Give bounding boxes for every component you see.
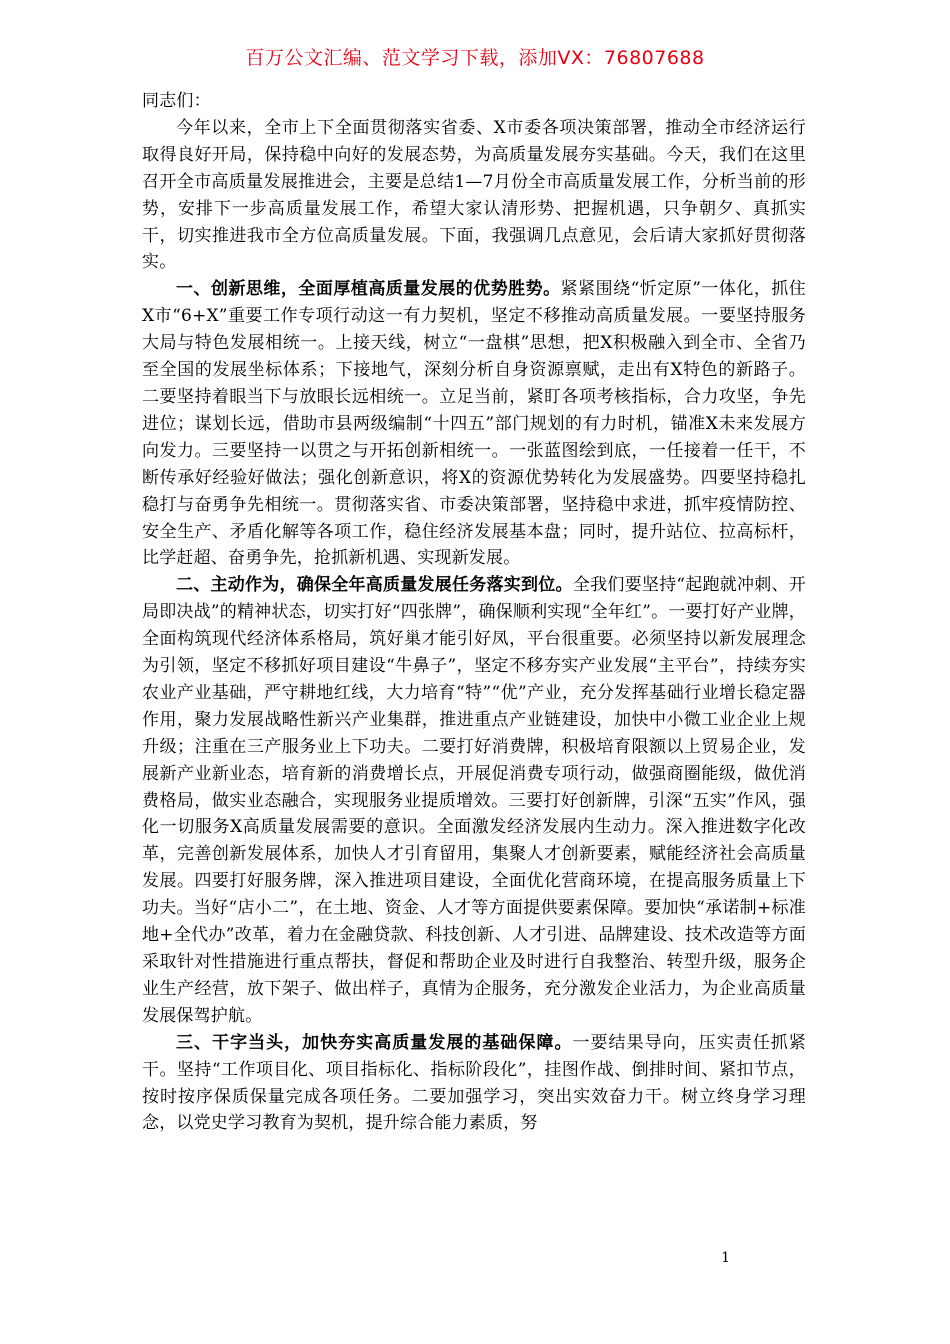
paragraph-text: 全我们要坚持“起跑就冲刺、开局即决战”的精神状态，切实打好“四张牌”，确保顺利实现“全年红”。一要打好产业牌，全面构筑现代经济体系格局，筑好巢才能引好凤，平台很重要。必须坚持以新发展理念为引领，坚定不移抓好项目建设“牛鼻子”，坚定不移夯实产业发展“主平台”，持续夯实农业产业基础，严守耕地红线，大力培育“特”“优”产业，充分发挥基础行业增长稳定器作用，聚力发展战略性新兴产业集群，推进重点产业链建设，加快中小微工业企业上规升级；注重在三产服务业上下功夫。二要打好消费牌，积极培育限额以上贸易企业，发展新产业新业态，培育新的消费增长点，开展促消费专项行动，做强商圈能级，做优消费格局，做实业态融合，实现服务业提质增效。三要打好创新牌，引深“五实”作风，强化一切服务X高质量发展需要的意识。全面激发经济发展内生动力。深入推进数字化改革，完善创新发展体系，加快人才引育留用，集聚人才创新要素，赋能经济社会高质量发展。四要打好服务牌，深入推进项目建设，全面优化营商环境，在提高服务质量上下功夫。当好“店小二”，在土地、资金、人才等方面提供要素保障。要加快“承诺制+标准地+全代办”改革，着力在金融贷款、科技创新、人才引进、品牌建设、技术改造等方面采取针对性措施进行重点帮扶，督促和帮助企业及时进行自我整治、转型升级，服务企业生产经营，放下架子、做出样子，真情为企服务，充分激发企业活力，为企业高质量发展保驾护航。 [142,575,806,1026]
paragraph-text: 今年以来，全市上下全面贯彻落实省委、X市委各项决策部署，推动全市经济运行取得良好开局，保持稳中向好的发展态势，为高质量发展夯实基础。今天，我们在这里召开全市高质量发展推进会，主要是总结1—7月份全市高质量发展工作，分析当前的形势，安排下一步高质量发展工作，希望大家认清形势、把握机遇，只争朝夕、真抓实干，切实推进我市全方位高质量发展。下面，我强调几点意见，会后请大家抓好贯彻落实。 [142,117,806,273]
paragraph-intro [142,115,806,276]
watermark-banner: 百万公文汇编、范文学习下载，添加VX：76807688 [245,47,705,69]
salutation: 同志们： [142,91,211,111]
paragraph-text: 紧紧围绕“忻定原”一体化，抓住X市“6+X”重要工作专项行动这一有力契机，坚定不移推动高质量发展。一要坚持服务大局与特色发展相统一。上接天线，树立“一盘棋”思想，把X积极融入到全市、全省乃至全国的发展坐标体系；下接地气，深刻分析自身资源禀赋，走出有X特色的新路子。二要坚持着眼当下与放眼长远相统一。立足当前，紧盯各项考核指标，合力攻坚，争先进位；谋划长远，借助市县两级编制“十四五”部门规划的有力时机，锚准X未来发展方向发力。三要坚持一以贯之与开拓创新相统一。一张蓝图绘到底，一任接着一任干，不断传承好经验好做法；强化创新意识，将X的资源优势转化为发展盛势。四要坚持稳扎稳打与奋勇争先相统一。贯彻落实省、市委决策部署，坚持稳中求进，抓牢疫情防控、安全生产、矛盾化解等各项工作，稳住经济发展基本盘；同时，提升站位、拉高标杆，比学赶超、奋勇争先，抢抓新机遇、实现新发展。 [142,279,806,569]
paragraph-section-2 [142,572,806,1029]
paragraph-section-1 [142,276,806,572]
document-body [142,88,806,1137]
section-heading: 二、主动作为，确保全年高质量发展任务落实到位。 [176,575,573,596]
page-number: 1 [721,1250,730,1266]
page-number-container [0,1248,730,1268]
paragraph-section-3 [142,1030,806,1138]
paragraph-text: 一要结果导向，压实责任抓紧干。坚持“工作项目化、项目指标化、指标阶段化”，挂图作战、倒排时间、紧扣节点，按时按序保质保量完成各项任务。二要加强学习，突出实效奋力干。树立终身学习理念，以党史学习教育为契机，提升综合能力素质，努 [142,1032,806,1134]
section-heading: 三、干字当头，加快夯实高质量发展的基础保障。 [176,1032,573,1053]
section-heading: 一、创新思维，全面厚植高质量发展的优势胜势。 [176,279,561,300]
